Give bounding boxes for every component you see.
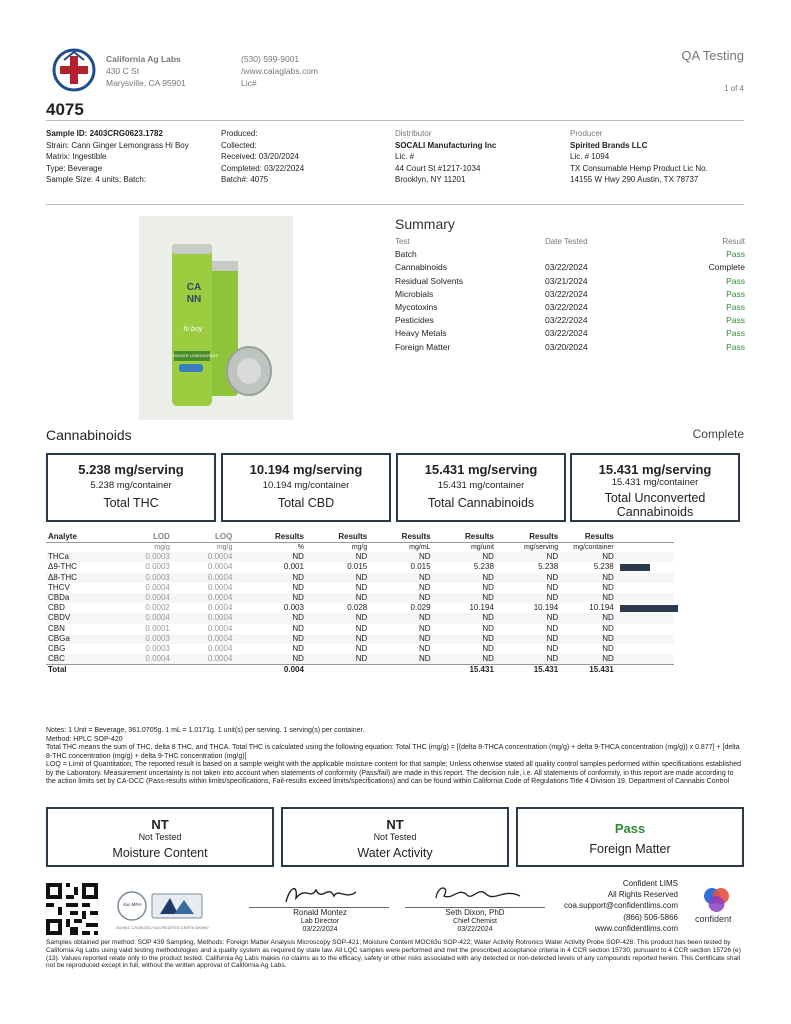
box-label: Total CBD [277,496,335,510]
cell-serv: ND [546,654,559,664]
result-bar [620,564,650,571]
cell-name: THCV [48,582,70,592]
cell-name: CBN [48,623,65,633]
col-unit: mg/mL [409,544,431,552]
col-header: LOQ [215,532,233,541]
col-header: Analyte [48,532,77,541]
box-sub: 5.238 mg/container [90,480,172,491]
cell-loq: 0.0004 [207,633,233,643]
cell-mgg: 0.028 [347,603,368,613]
col-unit [46,543,118,553]
box-main: 10.194 mg/serving [249,462,363,477]
sample-matrix: Matrix: Ingestible [46,152,107,161]
summary-date: 03/22/2024 [545,302,588,313]
analyte-row [46,593,674,603]
cell-unit: 5.238 [473,562,494,572]
box-label: Total Unconverted Cannabinoids [604,491,706,519]
cell-mgg: ND [355,552,368,562]
cell-mgg: ND [355,654,368,664]
box-main: 5.238 mg/serving [78,462,184,477]
distributor-license: Lic. # [395,152,415,161]
total-cell [172,665,235,676]
test-box-2 [281,807,509,867]
signature-seth [428,880,528,908]
col-unit: mg/serving [523,544,559,552]
report-id: 4075 [46,100,84,119]
summary-row [395,314,745,327]
total-box-4 [570,453,740,522]
summary-date: 03/21/2024 [545,275,588,286]
sample-strain: Strain: Cann Ginger Lemongrass Hi Boy [46,140,189,150]
cell-lod: 0.0003 [145,644,170,654]
cell-pct: 0.003 [283,603,304,613]
summary-test: Cannabinoids [395,262,447,273]
analyte-row [46,613,674,623]
cell-cont: ND [602,593,614,603]
cell-lod: 0.0003 [145,633,170,643]
total-cell [118,665,172,676]
signer-1-date: 03/22/2024 [302,926,338,933]
test-box-1 [46,807,274,867]
cell-loq: 0.0004 [207,623,233,633]
test-box-3 [516,807,744,867]
signer-2-date: 03/22/2024 [457,926,493,933]
cell-pct: ND [292,633,304,643]
test-label: Foreign Matter [589,842,671,856]
cell-name: CBC [48,654,65,664]
page-number: 1 of 4 [723,84,744,93]
summary-result: Pass [726,341,745,352]
photo-brand: CA NN [186,282,202,305]
cell-lod: 0.0004 [145,593,170,603]
cell-lod: 0.0003 [145,572,170,582]
confident-logo-icon [702,887,732,913]
sample-type: Type: Beverage [46,163,103,173]
col-unit: mg/g [351,544,368,552]
total-box-1 [46,453,216,522]
cell-unit: ND [482,644,494,654]
lab-phone: (530) 599-9001 [241,54,300,64]
analyte-row [46,562,674,572]
cell-unit: ND [482,582,494,592]
test-value: Pass [614,821,646,836]
total-row [46,665,674,676]
cell-name: CBG [48,644,66,654]
summary-date: 03/22/2024 [545,315,588,326]
cell-pct: ND [292,623,304,633]
bar-cell [616,613,674,623]
producer-heading: Producer [570,129,603,138]
box-main: 15.431 mg/serving [598,462,712,477]
confident-rights: All Rights Reserved [607,890,678,900]
cell-cont: ND [602,644,614,654]
summary-date: 03/22/2024 [545,328,588,339]
summary-date: 03/22/2024 [545,288,588,299]
cell-mgg: ND [355,572,368,582]
signer-1-name: Ronald Montez [293,908,347,917]
box-label: Total Cannabinoids [427,496,535,510]
cell-serv: ND [546,572,559,582]
box-sub: 15.431 mg/container [611,477,699,488]
photo-caption: hi boy [183,326,203,333]
cannabinoids-status: Complete [692,427,744,441]
summary-col-result: Result [722,237,745,246]
cell-lod: 0.0002 [145,603,170,613]
test-value: NT [386,817,404,832]
cell-unit: ND [482,593,494,603]
bar-cell [616,593,674,603]
analyte-row [46,644,674,654]
bar-cell [616,634,674,644]
cell-loq: 0.0004 [207,582,233,592]
cell-lod: 0.0003 [145,562,170,572]
cell-mgml: ND [419,582,431,592]
summary-row [395,341,745,354]
col-header: Results [401,532,431,541]
accreditation-line: ISO/IEC 17025:2017 ACCREDITED CERT# 000000 [116,925,209,930]
summary-col-test: Test [395,237,410,246]
sample-id: Sample ID: 2403CRG0623.1782 [46,129,163,138]
analyte-row [46,603,674,613]
cell-loq: 0.0004 [207,552,233,562]
bar-cell [616,562,674,572]
cell-mgml: ND [419,552,431,562]
cell-serv: ND [546,633,559,643]
summary-result: Complete [708,262,745,273]
cell-name: CBDV [48,613,71,623]
confident-web[interactable]: www.confidentlims.com [594,923,678,933]
cell-mgml: ND [419,572,431,582]
cell-loq: 0.0004 [207,603,233,613]
lab-license: Lic# [241,78,257,88]
note-method: Method: HPLC SOP-420 [46,735,123,743]
cell-pct: 0.001 [283,562,304,572]
cell-cont: ND [602,572,614,582]
summary-result: Pass [726,328,745,339]
producer-license-2: TX Consumable Hemp Product Lic No. [570,163,708,173]
test-value: NT [151,817,169,832]
box-sub: 10.194 mg/container [262,480,350,491]
distributor-address-2: Brooklyn, NY 11201 [395,175,466,184]
summary-test: Residual Solvents [395,275,464,286]
summary-test: Mycotoxins [395,302,438,313]
total-cell: 15.431 [589,665,614,675]
cell-pct: ND [292,613,304,623]
confident-phone: (866) 506-5866 [623,912,678,922]
col-unit: mg/g [216,544,233,552]
distributor-address-1: 44 Court St #1217-1034 [395,163,481,173]
total-cell [306,665,369,676]
cell-lod: 0.0001 [145,623,170,633]
cell-mgml: ND [419,593,431,603]
cell-name: CBD [48,603,65,613]
cell-pct: ND [292,582,304,592]
cell-cont: 5.238 [593,562,614,572]
box-main: 15.431 mg/serving [424,462,538,477]
cell-mgg: ND [355,633,368,643]
bar-cell [616,624,674,634]
total-cell: 15.431 [533,665,559,675]
col-unit: % [297,544,304,552]
signer-2-title: Chief Chemist [453,917,497,925]
cell-mgml: ND [419,633,431,643]
cell-serv: ND [546,613,559,623]
lab-website[interactable]: /www.calaglabs.com [241,66,319,76]
cell-mgml: ND [419,654,431,664]
box-sub: 15.431 mg/container [437,480,525,491]
photo-flavor: GINGER LEMONGRASS [173,353,219,358]
analyte-row [46,624,674,634]
signer-1-title: Lab Director [300,917,340,925]
summary-test: Pesticides [395,315,434,326]
cell-cont: 10.194 [589,603,614,613]
cell-serv: ND [546,582,559,592]
producer-license: Lic. # 1094 [570,152,610,161]
cell-name: THCa [48,552,69,562]
signer-2-name: Seth Dixon, PhD [445,908,505,917]
cell-mgml: ND [419,644,431,654]
total-box-2 [221,453,391,522]
col-header: Results [275,532,304,541]
test-label: Moisture Content [112,846,208,860]
cell-cont: ND [602,552,614,562]
col-unit: mg/container [573,544,614,552]
total-box-3 [396,453,566,522]
cell-mgg: ND [355,593,368,603]
cell-serv: 5.238 [538,562,559,572]
cell-unit: ND [482,623,494,633]
cell-name: CBDa [48,593,70,603]
collected: Collected: [221,140,257,150]
summary-row [395,248,745,261]
cell-unit: ND [482,654,494,664]
cell-unit: ND [482,552,494,562]
total-cell: 0.004 [283,665,304,675]
analyte-row [46,634,674,644]
cell-unit: 10.194 [469,603,494,613]
summary-row [395,301,745,314]
cell-pct: ND [292,644,304,654]
cell-loq: 0.0004 [207,572,233,582]
footer-disclaimer: Samples obtained per method: SOP 439 Sampling, Methods: Foreign Matter Analysis Microscopy SOP-421; Moisture Content MOC63u SOP-422; Water Activity Rotronics Water Activity Probe SOP-428. This product has been tested by California Ag Labs using valid testing methodologies and a quality system as required by state law. All LQC samples were performed and met the prescribed acceptance criteria in 4 CCR section 15730, pursuant to 4 CCR section 15726 (e)(13). Values reported relate only to the product tested. California Ag Labs makes no claims as to the efficacy, safety or other risks associated with any detected or non-detected levels of any compounds reported herein. This Certificate shall not be reproduced except in full, without the written approval of California Ag Labs. [46,939,741,970]
summary-result: Pass [726,302,745,313]
cell-pct: ND [292,572,304,582]
cell-loq: 0.0004 [207,654,233,664]
cell-loq: 0.0004 [207,562,233,572]
summary-result: Pass [726,275,745,286]
analyte-row [46,573,674,583]
confident-email[interactable]: coa.support@confidentlims.com [564,901,678,911]
confident-brand: confident [695,914,732,924]
result-bar [620,605,678,612]
signature-ronald [276,880,366,908]
box-label: Total THC [103,496,159,510]
received: Received: 03/20/2024 [221,152,299,161]
summary-result: Pass [726,249,745,260]
summary-row [395,327,745,340]
summary-test: Foreign Matter [395,341,451,352]
col-header: LOD [152,532,170,541]
summary-date [545,248,685,261]
cannabinoids-title: Cannabinoids [46,427,132,443]
distributor-name: SOCALI Manufacturing Inc [395,140,497,150]
distributor-heading: Distributor [395,129,432,138]
summary-row [395,275,745,288]
cell-unit: ND [482,613,494,623]
total-cell: 15.431 [469,665,494,675]
cannabinoids-table [46,532,674,676]
bar-cell [616,583,674,593]
summary-table [395,235,745,354]
lab-address-1: 430 C St [106,66,140,76]
cell-mgg: ND [355,644,368,654]
total-cell [369,665,432,676]
test-sub: Not Tested [373,832,417,842]
cell-lod: 0.0004 [145,654,170,664]
summary-test: Heavy Metals [395,328,447,339]
cell-mgg: ND [355,623,368,633]
cell-pct: ND [292,552,304,562]
cell-loq: 0.0004 [207,613,233,623]
analyte-row [46,552,674,562]
summary-date: 03/20/2024 [545,341,588,352]
cell-mgml: ND [419,623,431,633]
cell-name: Δ8-THC [48,572,77,582]
note-units: Notes: 1 Unit = Beverage, 361.0705g. 1 mL = 1.0171g. 1 unit(s) per serving. 1 serving(s) per container. [46,727,365,734]
confident-lims: Confident LIMS [622,879,678,888]
total-cell: Total [48,665,67,675]
cell-serv: 10.194 [533,603,559,613]
cell-lod: 0.0004 [145,613,170,623]
cell-mgml: ND [419,613,431,623]
cell-cont: ND [602,613,614,623]
completed: Completed: 03/22/2024 [221,163,305,173]
summary-test: Batch [395,249,417,260]
cell-cont: ND [602,623,614,633]
cell-mgg: ND [355,613,368,623]
cell-name: Δ9-THC [48,562,77,572]
producer-name: Spirited Brands LLC [570,140,648,150]
lab-name: California Ag Labs [106,54,181,64]
lab-address-2: Marysville, CA 95901 [106,78,186,88]
bar-cell [616,654,674,665]
summary-result: Pass [726,288,745,299]
producer-address: 14155 W Hwy 290 Austin, TX 78737 [570,175,699,184]
batch-number: Batch#: 4075 [221,175,269,184]
cell-mgg: ND [355,582,368,592]
ilac-label: ilac-MRA [123,902,142,907]
cell-serv: ND [546,644,559,654]
col-header: Results [465,532,494,541]
cell-serv: ND [546,552,559,562]
cell-serv: ND [546,593,559,603]
cell-mgg: 0.015 [347,562,368,572]
bar-cell [616,573,674,583]
col-header: Results [338,532,368,541]
summary-row [395,288,745,301]
cell-mgml: 0.029 [410,603,431,613]
cell-cont: ND [602,633,614,643]
cell-loq: 0.0004 [207,593,233,603]
cell-lod: 0.0004 [145,582,170,592]
summary-col-date: Date Tested [545,237,588,246]
qr-code [46,883,98,935]
cell-name: CBGa [48,633,70,643]
analyte-row [46,654,674,665]
summary-test: Microbials [395,288,434,299]
accreditation-badge [116,890,206,922]
cell-loq: 0.0004 [207,644,233,654]
test-label: Water Activity [357,846,433,860]
analyte-row [46,583,674,593]
cell-cont: ND [602,654,614,664]
col-unit: mg/g [154,544,170,552]
lab-logo [52,48,96,92]
note-loq: LOQ = Limit of Quantitation; The reported result is based on a sample weight with the applicable moisture content for that sample; Unless otherwise stated all quality control samples performed within specifications established by the Laboratory. Measurement uncertainty is not taken into account when statements of conformity (Pass/fail) are made in this report. The decision rule, i.e. All statements of conformity, in this report are made according to the action limits set by CA-DCC (Pass-results within limits/specifications, Fail-results exceed limits/specifications) and can be found within California Code of Regulations Title 4 Division 19. Department of Cannabis Control [46,761,741,785]
cell-unit: ND [482,572,494,582]
cell-pct: ND [292,654,304,664]
product-photo [139,216,293,420]
bar-cell [616,552,674,562]
summary-title: Summary [395,216,455,232]
summary-row [395,261,745,274]
cell-lod: 0.0003 [145,552,170,562]
cell-unit: ND [482,633,494,643]
test-sub: Not Tested [138,832,182,842]
col-unit: mg/unit [470,544,494,552]
summary-date: 03/22/2024 [545,262,588,273]
sample-size: Sample Size: 4 units; Batch: [46,175,147,184]
produced: Produced: [221,129,258,138]
bar-cell [616,644,674,654]
bar-cell [616,603,674,613]
col-header: Results [529,532,559,541]
col-header: Results [584,532,614,541]
cell-mgml: 0.015 [410,562,431,572]
summary-result: Pass [726,315,745,326]
note-total-thc: Total THC means the sum of THC, delta 8 THC, and THCA. Total THC is calculated using the following equation: Total THC (mg/g) = [(delta 8-THCA concentration (mg/g) + delta 9-THCA concentration (mg/g)) x 0.877] + [delta 8-THC concentration (mg/g) + delta 9-THC concentration (mg/g)] [46,744,740,760]
qa-testing-title: QA Testing [681,48,744,63]
cell-serv: ND [546,623,559,633]
cell-cont: ND [602,582,614,592]
cell-pct: ND [292,593,304,603]
